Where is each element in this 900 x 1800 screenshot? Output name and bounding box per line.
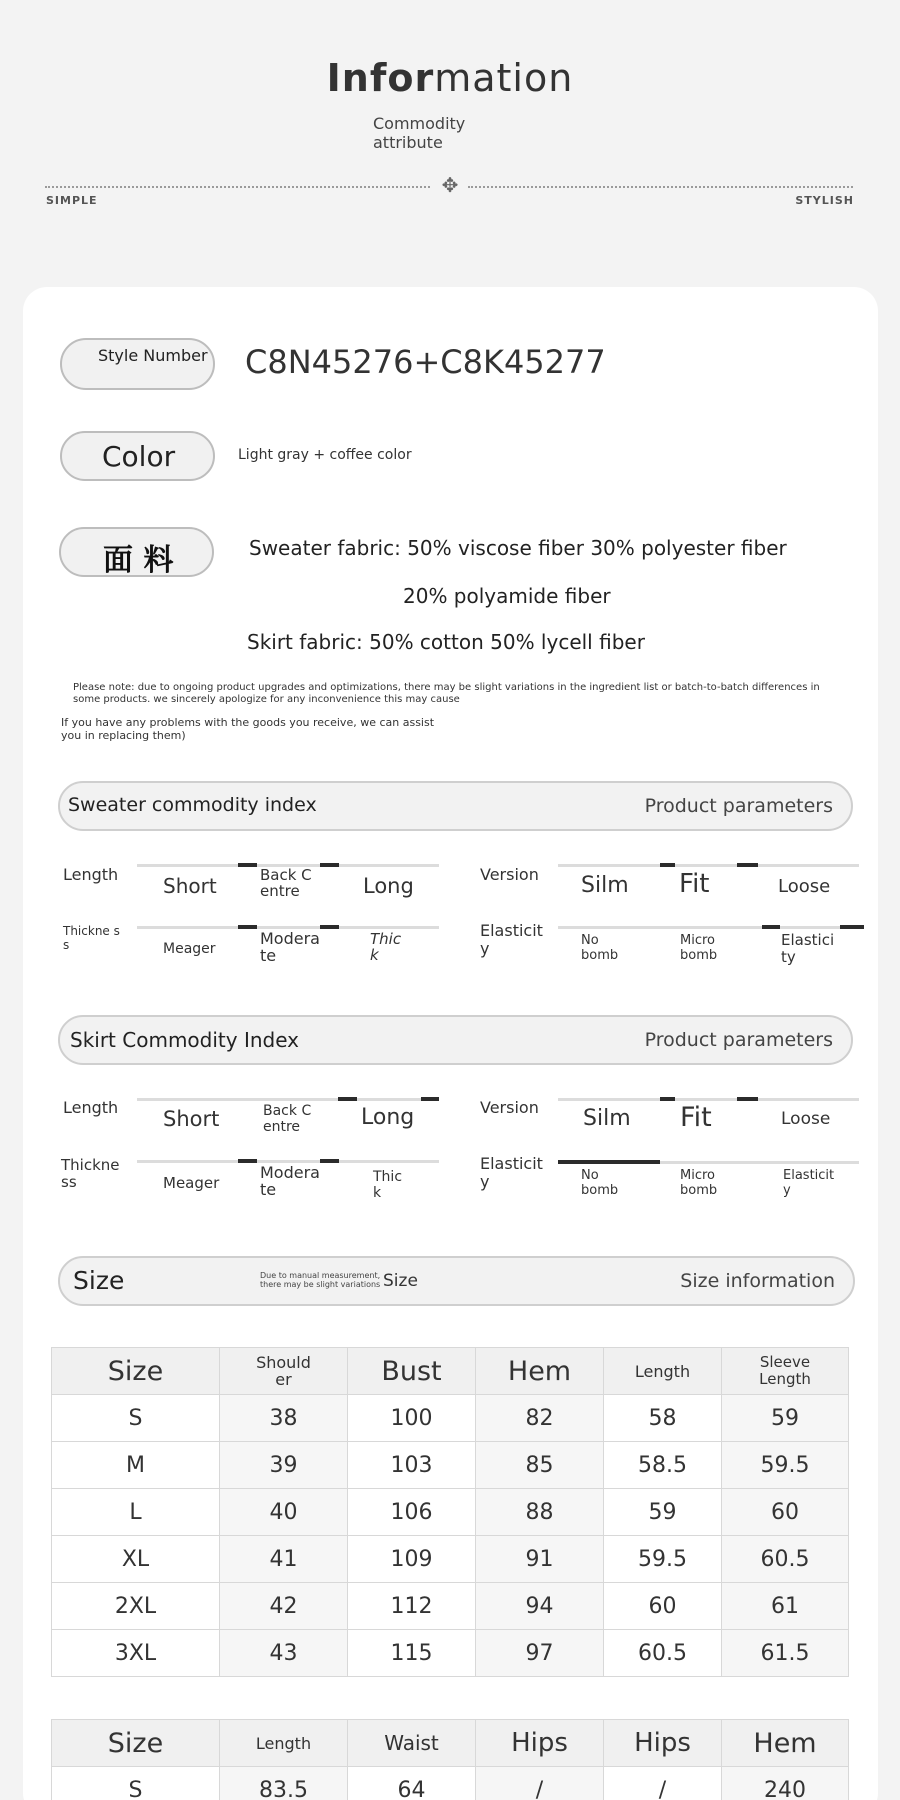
note-variations: Please note: due to ongoing product upgrades and optimizations, there may be slight variations in the ingredient list or batch-to-batch differences in some products. we sincerely apologize for any inconvenience this may cause: [73, 682, 820, 705]
skirt-index-title: Skirt Commodity Index: [70, 1028, 300, 1052]
size-bar: [58, 1256, 855, 1306]
skirt-version-track: [558, 1098, 859, 1101]
skirt-thickness-meager: Meager: [163, 1174, 220, 1192]
sweater-version-track: [558, 864, 859, 867]
table-cell: 115: [348, 1630, 476, 1677]
table-header-cell: Hips: [476, 1720, 604, 1767]
table-cell: 60.5: [722, 1536, 849, 1583]
skirt-length-short: Short: [163, 1107, 220, 1131]
table-header-cell: Bust: [348, 1348, 476, 1395]
table-header-cell: Hem: [722, 1720, 849, 1767]
sweater-version-marker: [660, 863, 675, 867]
move-cross-icon: ✥: [441, 173, 459, 197]
table-cell: 83.5: [220, 1767, 348, 1800]
skirt-version-fit: Fit: [680, 1102, 712, 1133]
skirt-elasticity-micro-bomb: Micro bomb: [680, 1168, 718, 1198]
table-cell: 61.5: [722, 1630, 849, 1677]
table-row: [52, 1395, 849, 1442]
sweater-elasticity-micro-bomb: Micro bomb: [680, 933, 718, 963]
note-replacement: If you have any problems with the goods you receive, we can assist you in replacing them): [61, 716, 435, 742]
skirt-thickness-label: Thickne ss: [61, 1156, 120, 1191]
table-cell: 112: [348, 1583, 476, 1630]
table-cell: 64: [348, 1767, 476, 1800]
skirt-index-bar: [58, 1015, 853, 1065]
table-cell: 106: [348, 1489, 476, 1536]
table-header-cell: Size: [52, 1720, 220, 1767]
skirt-thickness-moderate: Modera te: [260, 1163, 320, 1199]
sweater-index-title: Sweater commodity index: [68, 794, 317, 816]
divider-left: [45, 186, 430, 188]
skirt-thickness-thick: Thic k: [373, 1169, 403, 1201]
skirt-length-back-centre: Back C entre: [263, 1103, 312, 1135]
size-bar-title: Size: [73, 1266, 125, 1295]
sweater-version-fit: Fit: [679, 869, 710, 899]
size-bar-middle: Size: [383, 1271, 418, 1291]
table-cell: 2XL: [52, 1583, 220, 1630]
skirt-version-silm: Silm: [583, 1106, 631, 1131]
skirt-version-marker: [737, 1097, 758, 1101]
sweater-version-silm: Silm: [581, 873, 629, 898]
table-cell: 85: [476, 1442, 604, 1489]
table-cell: 60.5: [604, 1630, 722, 1677]
color-value: Light gray + coffee color: [238, 447, 412, 463]
style-number-label: Style Number: [98, 346, 208, 365]
skirt-length-marker: [338, 1097, 357, 1101]
sweater-index-bar: [58, 781, 853, 831]
fabric-pill: [59, 527, 214, 577]
sweater-length-back-centre: Back C entre: [260, 866, 312, 900]
skirt-length-marker: [421, 1097, 439, 1101]
fabric-line-2: 20% polyamide fiber: [403, 584, 611, 608]
sweater-elasticity-elasticity: Elastici ty: [781, 931, 835, 966]
size-bar-info: Size information: [680, 1270, 835, 1292]
tag-stylish: STYLISH: [795, 194, 854, 207]
table-cell: 58.5: [604, 1442, 722, 1489]
sweater-index-params: Product parameters: [644, 795, 833, 817]
table-cell: 100: [348, 1395, 476, 1442]
color-pill: [60, 431, 215, 481]
sweater-length-label: Length: [63, 865, 119, 884]
table-cell: XL: [52, 1536, 220, 1583]
table-cell: L: [52, 1489, 220, 1536]
sweater-thickness-marker: [238, 925, 257, 929]
table-cell: 3XL: [52, 1630, 220, 1677]
table-cell: 88: [476, 1489, 604, 1536]
table-row: [52, 1583, 849, 1630]
table-cell: 39: [220, 1442, 348, 1489]
table-header-row: [52, 1348, 849, 1395]
divider-right: [468, 186, 853, 188]
table-cell: /: [476, 1767, 604, 1800]
sweater-thickness-meager: Meager: [163, 941, 216, 957]
table-cell: 60: [722, 1489, 849, 1536]
fabric-label: 面 料: [103, 543, 174, 578]
sweater-thickness-label: Thickne s s: [63, 924, 120, 952]
table-cell: S: [52, 1395, 220, 1442]
table-cell: /: [604, 1767, 722, 1800]
sweater-elasticity-marker: [762, 925, 780, 929]
fabric-line-1: Sweater fabric: 50% viscose fiber 30% polyester fiber: [249, 536, 787, 560]
table-row: [52, 1489, 849, 1536]
table-cell: 38: [220, 1395, 348, 1442]
skirt-version-marker: [660, 1097, 675, 1101]
table-cell: 94: [476, 1583, 604, 1630]
table-cell: 97: [476, 1630, 604, 1677]
table-cell: 59: [722, 1395, 849, 1442]
table-row: [52, 1442, 849, 1489]
table-header-cell: Length: [220, 1720, 348, 1767]
table-row: [52, 1767, 849, 1800]
sweater-length-marker: [238, 863, 257, 867]
table-header-cell: Hem: [476, 1348, 604, 1395]
table-cell: 59: [604, 1489, 722, 1536]
table-cell: M: [52, 1442, 220, 1489]
skirt-length-long: Long: [361, 1105, 415, 1130]
table-cell: 58: [604, 1395, 722, 1442]
table-header-cell: Size: [52, 1348, 220, 1395]
table-row: [52, 1630, 849, 1677]
table-cell: 109: [348, 1536, 476, 1583]
page-title: Information: [326, 56, 574, 100]
table-cell: 240: [722, 1767, 849, 1800]
table-cell: 91: [476, 1536, 604, 1583]
color-label: Color: [102, 440, 176, 473]
table-header-row: [52, 1720, 849, 1767]
skirt-version-label: Version: [480, 1098, 539, 1117]
table-cell: 103: [348, 1442, 476, 1489]
table-row: [52, 1536, 849, 1583]
table-cell: 40: [220, 1489, 348, 1536]
skirt-version-loose: Loose: [781, 1109, 831, 1129]
tag-simple: SIMPLE: [46, 194, 98, 207]
fabric-line-3: Skirt fabric: 50% cotton 50% lycell fiber: [247, 630, 645, 654]
table-cell: 61: [722, 1583, 849, 1630]
style-number-pill: [60, 338, 215, 390]
skirt-elasticity-elasticity: Elasticit y: [783, 1168, 835, 1198]
table-cell: 43: [220, 1630, 348, 1677]
sweater-elasticity-track: [558, 926, 864, 929]
sweater-elasticity-no-bomb: No bomb: [581, 933, 619, 963]
table-cell: 60: [604, 1583, 722, 1630]
table-header-cell: Sleeve Length: [722, 1348, 849, 1395]
table-cell: 41: [220, 1536, 348, 1583]
style-number-value: C8N45276+C8K45277: [245, 343, 606, 381]
table-header-cell: Hips: [604, 1720, 722, 1767]
table-header-cell: Waist: [348, 1720, 476, 1767]
sweater-version-label: Version: [480, 865, 539, 884]
table-cell: S: [52, 1767, 220, 1800]
size-bar-note: Due to manual measurement, there may be slight variations: [260, 1271, 381, 1289]
table-header-cell: Should er: [220, 1348, 348, 1395]
skirt-elasticity-no-bomb: No bomb: [581, 1168, 619, 1198]
sweater-version-marker: [737, 863, 758, 867]
sweater-thickness-moderate: Modera te: [260, 929, 320, 965]
sweater-size-table: [51, 1347, 849, 1677]
skirt-thickness-marker: [238, 1159, 257, 1163]
table-cell: 59.5: [722, 1442, 849, 1489]
sweater-thickness-marker: [320, 925, 339, 929]
skirt-length-track: [137, 1098, 439, 1101]
skirt-length-label: Length: [63, 1098, 119, 1117]
skirt-size-table: [51, 1719, 849, 1800]
skirt-index-params: Product parameters: [644, 1029, 833, 1051]
sweater-length-marker: [320, 863, 339, 867]
table-cell: 82: [476, 1395, 604, 1442]
page-subtitle: Commodity attribute: [373, 114, 466, 152]
table-cell: 59.5: [604, 1536, 722, 1583]
skirt-thickness-marker: [320, 1159, 339, 1163]
sweater-version-loose: Loose: [778, 876, 831, 897]
sweater-length-short: Short: [163, 874, 217, 898]
skirt-elasticity-marker: [558, 1160, 660, 1164]
skirt-elasticity-label: Elasticit y: [480, 1154, 543, 1191]
sweater-length-long: Long: [363, 874, 414, 898]
table-header-cell: Length: [604, 1348, 722, 1395]
table-cell: 42: [220, 1583, 348, 1630]
sweater-elasticity-label: Elasticit y: [480, 921, 543, 958]
sweater-thickness-thick: Thic k: [370, 930, 402, 964]
sweater-elasticity-marker: [840, 925, 864, 929]
